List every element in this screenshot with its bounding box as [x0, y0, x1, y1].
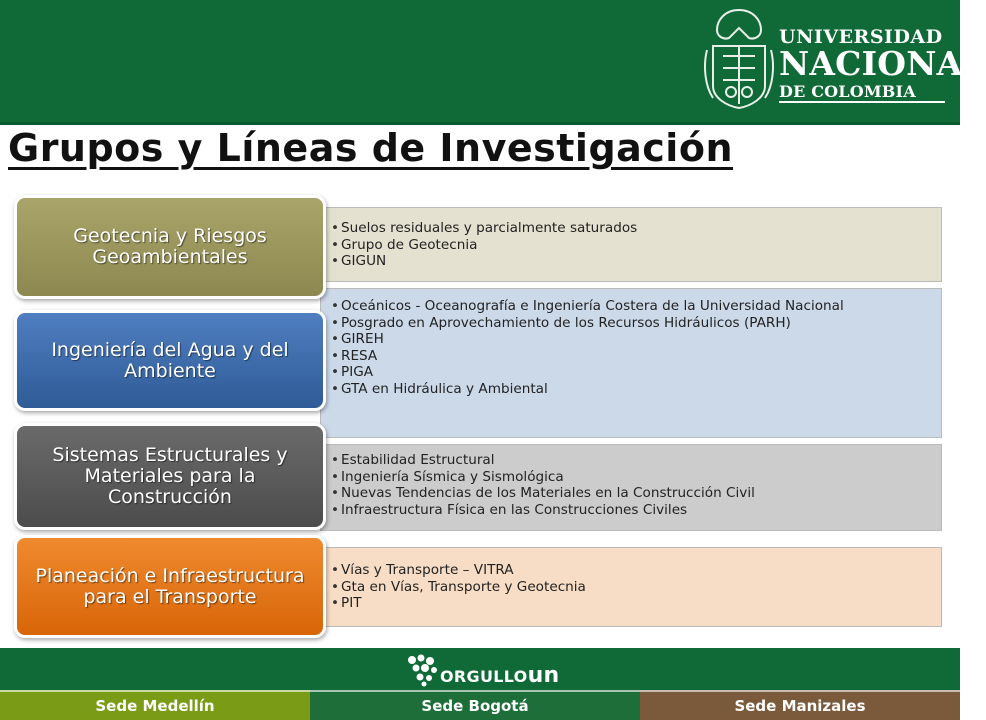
category-estructurales: Sistemas Estructurales y Materiales para la Construcción: [14, 423, 326, 530]
category-transporte: Planeación e Infraestructura para el Transporte: [14, 535, 326, 638]
list-item: • PIGA: [341, 364, 941, 381]
sede-medellin: Sede Medellín: [0, 690, 310, 720]
list-item: • GTA en Hidráulica y Ambiental: [341, 381, 941, 398]
grapes-icon: [404, 652, 440, 688]
orgullo-text: [440, 663, 560, 688]
list-item: • Oceánicos - Oceanografía e Ingeniería Costera de la Universidad Nacional: [341, 298, 941, 315]
category-agua-ambiente: Ingeniería del Agua y del Ambiente: [14, 310, 326, 411]
orgullo-prefix: ORGULLO: [440, 667, 528, 686]
list-estructurales: [321, 452, 941, 518]
list-item: • RESA: [341, 348, 941, 365]
list-item: • Posgrado en Aprovechamiento de los Recursos Hidráulicos (PARH): [341, 315, 941, 332]
list-item: • GIREH: [341, 331, 941, 348]
category-geotecnia: Geotecnia y Riesgos Geoambientales: [14, 195, 326, 299]
logo-line-universidad: UNIVERSIDAD: [779, 26, 943, 48]
coat-of-arms-icon: [703, 6, 775, 110]
list-item: • Infraestructura Física en las Construcciones Civiles: [341, 502, 941, 519]
header-divider: [0, 122, 960, 125]
list-geotecnia: [321, 220, 941, 270]
logo-line-de-colombia: DE COLOMBIA: [779, 82, 916, 101]
list-item: • Vías y Transporte – VITRA: [341, 562, 941, 579]
list-item: • Suelos residuales y parcialmente saturados: [341, 220, 941, 237]
list-item: • Grupo de Geotecnia: [341, 237, 941, 254]
list-item: • Gta en Vías, Transporte y Geotecnia: [341, 579, 941, 596]
sede-manizales: Sede Manizales: [640, 690, 960, 720]
orgullo-un-logo: [404, 650, 564, 690]
list-agua-ambiente: [321, 298, 941, 397]
orgullo-suffix: un: [527, 663, 560, 688]
list-item: • Nuevas Tendencias de los Materiales en la Construcción Civil: [341, 485, 941, 502]
logo-rule: [779, 101, 945, 103]
sede-bar: [0, 690, 960, 720]
panel-estructurales: [320, 444, 942, 531]
sede-bogota: Sede Bogotá: [310, 690, 640, 720]
list-item: • PIT: [341, 595, 941, 612]
list-item: • Estabilidad Estructural: [341, 452, 941, 469]
panel-agua-ambiente: [320, 288, 942, 438]
list-item: • Ingeniería Sísmica y Sismológica: [341, 469, 941, 486]
panel-transporte: [320, 547, 942, 627]
page-title: Grupos y Líneas de Investigación: [8, 126, 733, 170]
list-item: • GIGUN: [341, 253, 941, 270]
list-transporte: [321, 562, 941, 612]
logo-line-nacional: NACIONAL: [779, 44, 986, 83]
panel-geotecnia: [320, 207, 942, 282]
university-logo: [703, 6, 986, 114]
